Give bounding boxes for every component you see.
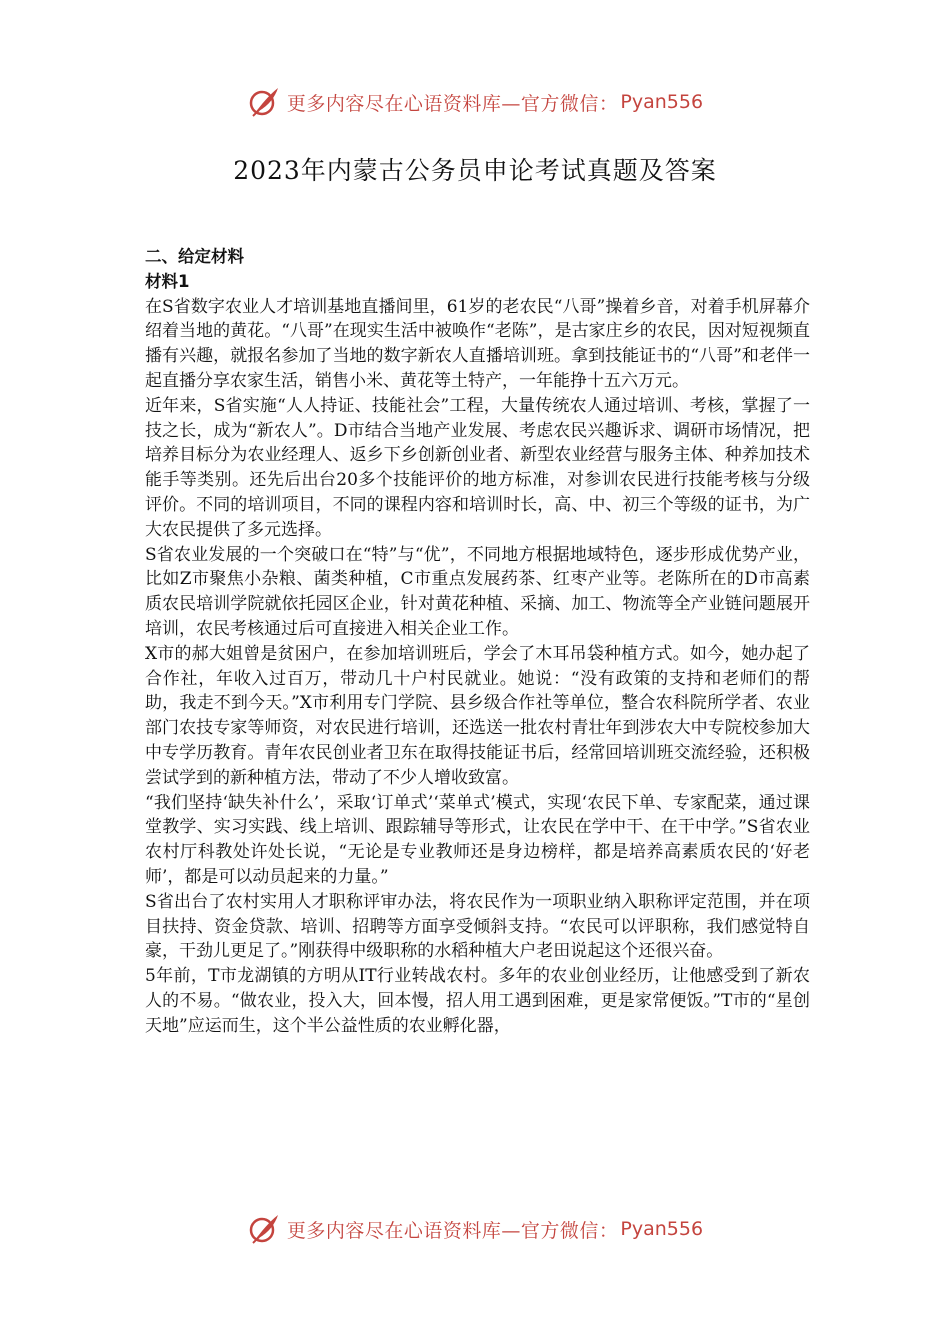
watermark-wechat-id: Pyan556 <box>620 1218 704 1240</box>
material-heading: 材料1 <box>145 271 190 291</box>
paragraph: 在S省数字农业人才培训基地直播间里，61岁的老农民“八哥”操着乡音，对着手机屏幕介绍着当地的黄花。“八哥”在现实生活中被唤作“老陈”，是古家庄乡的农民，因对短视频直播有兴趣，就报名参加了当地的数字新农人直播培训班。拿到技能证书的“八哥”和老伴一起直播分享农家生活，销售小米、黄花等土特产，一年能挣十五六万元。 <box>145 296 810 391</box>
feather-pen-logo-icon <box>247 1212 281 1246</box>
watermark-banner-top <box>0 84 950 120</box>
document-title: 2023年内蒙古公务员申论考试真题及答案 <box>233 156 717 185</box>
paragraph: 5年前，T市龙湖镇的方明从IT行业转战农村。多年的农业创业经历，让他感受到了新农人的不易。“做农业，投入大，回本慢，招人用工遇到困难，更是家常便饭。”T市的“星创天地”应运而生，这个半公益性质的农业孵化器， <box>145 966 810 1036</box>
watermark-text: 更多内容尽在心语资料库—官方微信： <box>286 92 619 115</box>
watermark-wechat-id: Pyan556 <box>620 91 704 113</box>
document-body <box>145 245 810 1039</box>
paragraph: S省出台了农村实用人才职称评审办法，将农民作为一项职业纳入职称评定范围，并在项目扶持、资金贷款、培训、招聘等方面享受倾斜支持。“农民可以评职称，我们感觉特自豪，干劲儿更足了。”刚获得中级职称的水稻种植大户老田说起这个还很兴奋。 <box>145 891 810 962</box>
paragraph: 近年来，S省实施“人人持证、技能社会”工程，大量传统农人通过培训、考核，掌握了一技之长，成为“新农人”。D市结合当地产业发展、考虑农民兴趣诉求、调研市场情况，把培养目标分为农业经理人、返乡下乡创新创业者、新型农业经营与服务主体、种养加技术能手等类别。还先后出台20多个技能评价的地方标准，对参训农民进行技能考核与分级评价。不同的培训项目，不同的课程内容和培训时长，高、中、初三个等级的证书，为广大农民提供了多元选择。 <box>145 395 810 540</box>
paragraph: “我们坚持‘缺失补什么’，采取‘订单式’‘菜单式’模式，实现‘农民下单、专家配菜，通过课堂教学、实习实践、线上培训、跟踪辅导等形式，让农民在学中干、在干中学。”S省农业农村厅科教处许处长说，“无论是专业教师还是身边榜样，都是培养高素质农民的‘好老师’，都是可以动员起来的力量。” <box>145 792 810 887</box>
watermark-text: 更多内容尽在心语资料库—官方微信： <box>286 1219 619 1242</box>
paragraph: S省农业发展的一个突破口在“特”与“优”，不同地方根据地域特色，逐步形成优势产业，比如Z市聚焦小杂粮、菌类种植，C市重点发展药茶、红枣产业等。老陈所在的D市高素质农民培训学院就依托园区企业，针对黄花种植、采摘、加工、物流等全产业链问题展开培训，农民考核通过后可直接进入相关企业工作。 <box>145 544 810 639</box>
watermark-banner-bottom <box>0 1211 950 1247</box>
section-heading: 二、给定材料 <box>145 247 244 266</box>
feather-pen-logo-icon <box>247 85 281 119</box>
paragraph: X市的郝大姐曾是贫困户，在参加培训班后，学会了木耳吊袋种植方式。如今，她办起了合作社，年收入过百万，带动几十户村民就业。她说：“没有政策的支持和老师们的帮助，我走不到今天。”X市利用专门学院、县乡级合作社等单位，整合农科院所学者、农业部门农技专家等师资，对农民进行培训，还选送一批农村青壮年到涉农大中专院校参加大中专学历教育。青年农民创业者卫东在取得技能证书后，经常回培训班交流经验，还积极尝试学到的新种植方法，带动了不少人增收致富。 <box>145 643 810 788</box>
